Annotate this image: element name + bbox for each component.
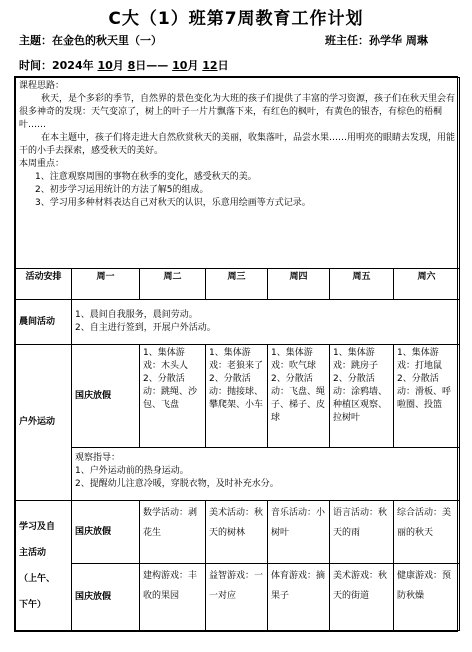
study-label (16, 501, 72, 631)
time-line (19, 57, 229, 73)
study-cell: 健康游戏：预防秋燥 (394, 564, 460, 631)
teacher-label: 班主任： (325, 34, 369, 47)
header-cell: 周三 (206, 269, 268, 300)
morning-row (16, 300, 460, 345)
outdoor-tue: 1、集体游戏：木头人 2、分散活动：跳绳、沙包、飞盘 (140, 345, 206, 448)
time-day-char-1: 日—— (135, 59, 169, 72)
outdoor-wed: 1、集体游戏：老狼来了 2、分散活动：抛接球、攀爬架、小车 (206, 345, 268, 448)
study-cell: 建构游戏：丰收的果园 (140, 564, 206, 631)
header-cell: 周二 (140, 269, 206, 300)
study-cell: 语言活动：秋天的雨 (330, 501, 394, 564)
theme-label: 主题： (19, 34, 52, 47)
plan-sheet (14, 76, 458, 632)
time-label: 时间： (19, 59, 52, 72)
study-cell: 美术活动：秋天的树林 (206, 501, 268, 564)
study-row-2 (16, 564, 460, 631)
time-day-char-2: 日 (217, 59, 229, 72)
time-end-day: 12 (202, 59, 218, 72)
morning-label: 晨间活动 (16, 300, 72, 345)
observation-guide (72, 448, 460, 501)
time-month-char-1: 月 (112, 59, 124, 72)
goals-heading: 本周重点： (19, 159, 65, 169)
time-end-month: 10 (172, 59, 188, 72)
course-intro (16, 78, 460, 269)
intro-row (16, 78, 460, 269)
plan-table (15, 77, 460, 631)
outdoor-sat: 1、集体游戏：打地鼠 2、分散活动：滑板、呼啦圈、投篮 (394, 345, 460, 448)
intro-paragraph-1: 秋天，是个多彩的季节，自然界的景色变化为大班的孩子们提供了丰富的学习资源，孩子们在秋天里会有很多神奇的发现：天气变凉了，树上的叶子一片片飘落下来，有红色的枫叶，有黄色的银杏，有棕色的梧桐叶…… (19, 94, 456, 130)
header-row (16, 269, 460, 300)
time-year: 2024年 (52, 59, 94, 72)
study-label-line: 学习及自 (19, 521, 56, 532)
time-month-char-2: 月 (187, 59, 199, 72)
morning-item: 1、晨间自我服务，晨间劳动。 (75, 310, 198, 320)
time-start-month: 10 (97, 59, 113, 72)
observation-item: 2、提醒幼儿注意冷暖，穿脱衣物，及时补充水分。 (75, 479, 279, 489)
header-cell: 周六 (394, 269, 460, 300)
study-cell: 美术游戏：秋天的街道 (330, 564, 394, 631)
study-cell: 体育游戏：摘果子 (268, 564, 330, 631)
teacher-line (325, 32, 428, 48)
header-cell: 活动安排 (16, 269, 72, 300)
study-label-line: 下午） (19, 599, 47, 610)
header-cell: 周五 (330, 269, 394, 300)
study-label-line: （上午、 (19, 573, 56, 584)
study-row-1 (16, 501, 460, 564)
observation-item: 1、户外运动前的热身运动。 (75, 466, 189, 476)
outdoor-row (16, 345, 460, 448)
goal-item: 2、初步学习运用统计的方法了解5的组成。 (35, 185, 209, 195)
intro-paragraph-2: 在本主题中，孩子们将走进大自然欣赏秋天的美丽，收集落叶，品尝水果……用明亮的眼睛去发现，用能干的小手去探索，感受秋天的美好。 (19, 133, 456, 156)
outdoor-fri: 1、集体游戏：跳房子 2、分散活动：涂鸦墙、种植区观察、拉树叶 (330, 345, 394, 448)
observation-heading: 观察指导： (75, 453, 121, 463)
observation-row (16, 448, 460, 501)
theme-value: 在金色的秋天里（一） (52, 34, 162, 47)
time-start-day: 8 (127, 59, 136, 72)
study-cell: 综合活动：美丽的秋天 (394, 501, 460, 564)
intro-heading: 课程思路： (19, 81, 65, 91)
study-cell: 益智游戏：一一对应 (206, 564, 268, 631)
theme-line (19, 32, 162, 48)
goal-item: 1、注意观察周围的事物在秋季的变化，感受秋天的美。 (35, 172, 257, 182)
study-cell: 数学活动：剥花生 (140, 501, 206, 564)
outdoor-thu: 1、集体游戏：吹气球 2、分散活动：飞盘、绳子、梯子、皮球 (268, 345, 330, 448)
page-title: C大（1）班第7周教育工作计划 (108, 9, 364, 29)
outdoor-holiday: 国庆放假 (72, 345, 140, 448)
study-label-line: 主活动 (19, 547, 47, 558)
goal-item: 3、学习用多种材料表达自己对秋天的认识，乐意用绘画等方式记录。 (35, 198, 311, 208)
morning-item: 2、自主进行签到，开展户外活动。 (75, 323, 216, 333)
study-holiday-1: 国庆放假 (72, 501, 140, 564)
header-cell: 周一 (72, 269, 140, 300)
header-cell: 周四 (268, 269, 330, 300)
study-holiday-2: 国庆放假 (72, 564, 140, 631)
teacher-value: 孙学华 周琳 (369, 34, 428, 47)
outdoor-label: 户外运动 (16, 345, 72, 501)
morning-content (72, 300, 460, 345)
study-cell: 音乐活动：小树叶 (268, 501, 330, 564)
